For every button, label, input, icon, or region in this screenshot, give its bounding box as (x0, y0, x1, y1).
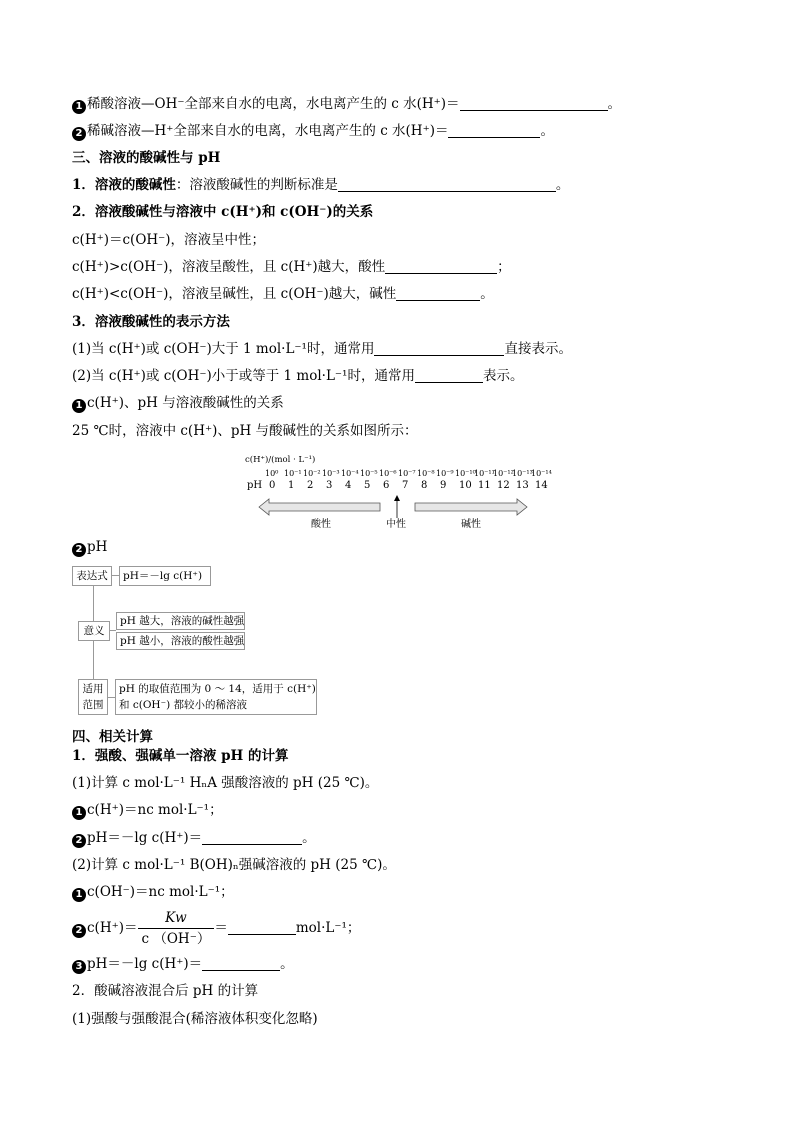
conc-tick-label: 10⁻⁹ (436, 469, 454, 478)
circle-number: 2 (72, 924, 86, 938)
circle-number: 1 (72, 888, 86, 902)
ph-tick-label: 9 (440, 480, 447, 491)
answer-blank[interactable] (202, 957, 280, 971)
diagram-key-scope: 适用 范围 (78, 679, 108, 715)
ph-tick-label: 6 (383, 480, 390, 491)
diagram-value-meaning-b: pH 越小，溶液的酸性越强 (116, 632, 245, 650)
answer-blank[interactable] (338, 178, 556, 192)
ph-tick-label: 12 (497, 480, 510, 491)
line-water-ionization-acid: 1 稀酸溶液—OH⁻全部来自水的电离，水电离产生的 c 水(H⁺)＝ 。 (72, 95, 621, 114)
ph-tick-label: 8 (421, 480, 428, 491)
calc-acid-step1: 1 c(H⁺)＝nc mol·L⁻¹； (72, 801, 223, 820)
base-label: 碱性 (461, 519, 481, 530)
ph-label: pH (247, 480, 263, 491)
section-heading-3: 三、溶液的酸碱性与 pH (72, 150, 221, 166)
ph-tick-label: 5 (364, 480, 371, 491)
subheading-4-2: 2．酸碱溶液混合后 pH 的计算 (72, 983, 259, 999)
ph-tick-label: 4 (345, 480, 352, 491)
line-water-ionization-base: 2 稀碱溶液—H⁺全部来自水的电离，水电离产生的 c 水(H⁺)＝ 。 (72, 122, 554, 141)
item-ph-title: 2 pH (72, 538, 107, 557)
subheading-3-3: 3．溶液酸碱性的表示方法 (72, 314, 230, 330)
diagram-key-meaning: 意义 (78, 621, 110, 641)
item-relation-title: 1 c(H⁺)、pH 与溶液酸碱性的关系 (72, 394, 284, 413)
diagram-value-expression: pH＝－lg c(H⁺) (119, 566, 211, 586)
conc-tick-label: 10⁻¹⁰ (455, 469, 476, 478)
calc-acid: (1)计算 c mol·L⁻¹ HₙA 强酸溶液的 pH (25 ℃)。 (72, 775, 379, 791)
line-acidity-criterion: 1．溶液的酸碱性：溶液酸碱性的判断标准是 。 (72, 177, 570, 193)
conc-tick-label: 10⁻³ (322, 469, 340, 478)
neutral-arrow-head (394, 495, 400, 501)
answer-blank[interactable] (448, 124, 540, 138)
subheading-4-1: 1．强酸、强碱单一溶液 pH 的计算 (72, 748, 289, 764)
calc-mix-acid: (1)强酸与强酸混合(稀溶液体积变化忽略) (72, 1011, 318, 1027)
conc-tick-label: 10⁻¹ (284, 469, 302, 478)
conc-tick-label: 10⁰ (265, 469, 279, 478)
relation-acidic: c(H⁺)>c(OH⁻)，溶液呈酸性，且 c(H⁺)越大，酸性 ； (72, 259, 511, 275)
conc-tick-label: 10⁻⁴ (341, 469, 359, 478)
neutral-label: 中性 (386, 519, 406, 530)
ph-tick-label: 11 (478, 480, 491, 491)
conc-tick-label: 10⁻⁶ (379, 469, 397, 478)
fraction-kw: $\frac{Kw}{c (OH^-)}$ (138, 908, 215, 949)
diagram-key-expression: 表达式 (72, 566, 112, 586)
circle-number: 2 (72, 834, 86, 848)
relation-neutral: c(H⁺)＝c(OH⁻)，溶液呈中性； (72, 232, 266, 248)
answer-blank[interactable] (460, 97, 608, 111)
circle-number: 1 (72, 806, 86, 820)
ph-tick-label: 7 (402, 480, 409, 491)
circle-number: 3 (72, 960, 86, 974)
subheading-3-2: 2．溶液酸碱性与溶液中 c(H⁺)和 c(OH⁻)的关系 (72, 204, 374, 220)
line-25c-intro: 25 ℃时，溶液中 c(H⁺)、pH 与酸碱性的关系如图所示： (72, 423, 418, 439)
conc-tick-label: 10⁻⁵ (360, 469, 378, 478)
circle-number: 2 (72, 543, 86, 557)
ph-tick-label: 14 (535, 480, 548, 491)
ph-ticks (269, 480, 548, 491)
section-heading-4: 四、相关计算 (72, 729, 153, 745)
unit-label: c(H⁺)/(mol · L⁻¹) (245, 455, 316, 465)
calc-base-step2: 2 c(H⁺)＝ $\frac{Kw}{c (OH^-)}$ ＝ mol·L⁻¹； (72, 908, 360, 949)
calc-base-step1: 1 c(OH⁻)＝nc mol·L⁻¹； (72, 883, 234, 902)
answer-blank[interactable] (202, 831, 302, 845)
diagram-connector (107, 697, 115, 698)
relation-basic: c(H⁺)<c(OH⁻)，溶液呈碱性，且 c(OH⁻)越大，碱性 。 (72, 286, 494, 302)
ph-tick-label: 1 (288, 480, 295, 491)
conc-tick-label: 10⁻² (303, 469, 321, 478)
ph-tick-label: 0 (269, 480, 276, 491)
ph-scale-figure (245, 452, 552, 534)
answer-blank[interactable] (415, 369, 483, 383)
diagram-value-meaning-a: pH 越大，溶液的碱性越强 (116, 612, 245, 630)
acid-label: 酸性 (311, 519, 331, 530)
conc-tick-label: 10⁻¹² (493, 469, 514, 478)
ph-tick-label: 2 (307, 480, 314, 491)
circle-number: 2 (72, 127, 86, 141)
circle-number: 1 (72, 100, 86, 114)
conc-tick-label: 10⁻⁸ (417, 469, 435, 478)
answer-blank[interactable] (385, 260, 497, 274)
base-arrow (415, 499, 527, 515)
conc-tick-label: 10⁻⁷ (398, 469, 416, 478)
answer-blank[interactable] (396, 287, 480, 301)
calc-base: (2)计算 c mol·L⁻¹ B(OH)ₙ强碱溶液的 pH (25 ℃)。 (72, 857, 396, 873)
concentration-ticks (265, 469, 552, 478)
answer-blank[interactable] (374, 342, 504, 356)
acid-arrow (259, 499, 380, 515)
ph-tick-label: 13 (516, 480, 529, 491)
ph-tick-label: 10 (459, 480, 472, 491)
method-1: (1)当 c(H⁺)或 c(OH⁻)大于 1 mol·L⁻¹时，通常用 直接表示。 (72, 341, 572, 357)
diagram-value-scope: pH 的取值范围为 0 ～ 14，适用于 c(H⁺) 和 c(OH⁻) 都较小的稀溶液 (115, 679, 317, 715)
conc-tick-label: 10⁻¹⁴ (531, 469, 552, 478)
conc-tick-label: 10⁻¹¹ (474, 469, 495, 478)
calc-base-step3: 3 pH＝－lg c(H⁺)＝ 。 (72, 955, 294, 974)
circle-number: 1 (72, 399, 86, 413)
ph-tick-label: 3 (326, 480, 333, 491)
answer-blank[interactable] (228, 921, 296, 935)
method-2: (2)当 c(H⁺)或 c(OH⁻)小于或等于 1 mol·L⁻¹时，通常用 表示。 (72, 368, 524, 384)
conc-tick-label: 10⁻¹³ (512, 469, 533, 478)
diagram-connector (111, 575, 119, 576)
calc-acid-step2: 2 pH＝－lg c(H⁺)＝ 。 (72, 829, 316, 848)
